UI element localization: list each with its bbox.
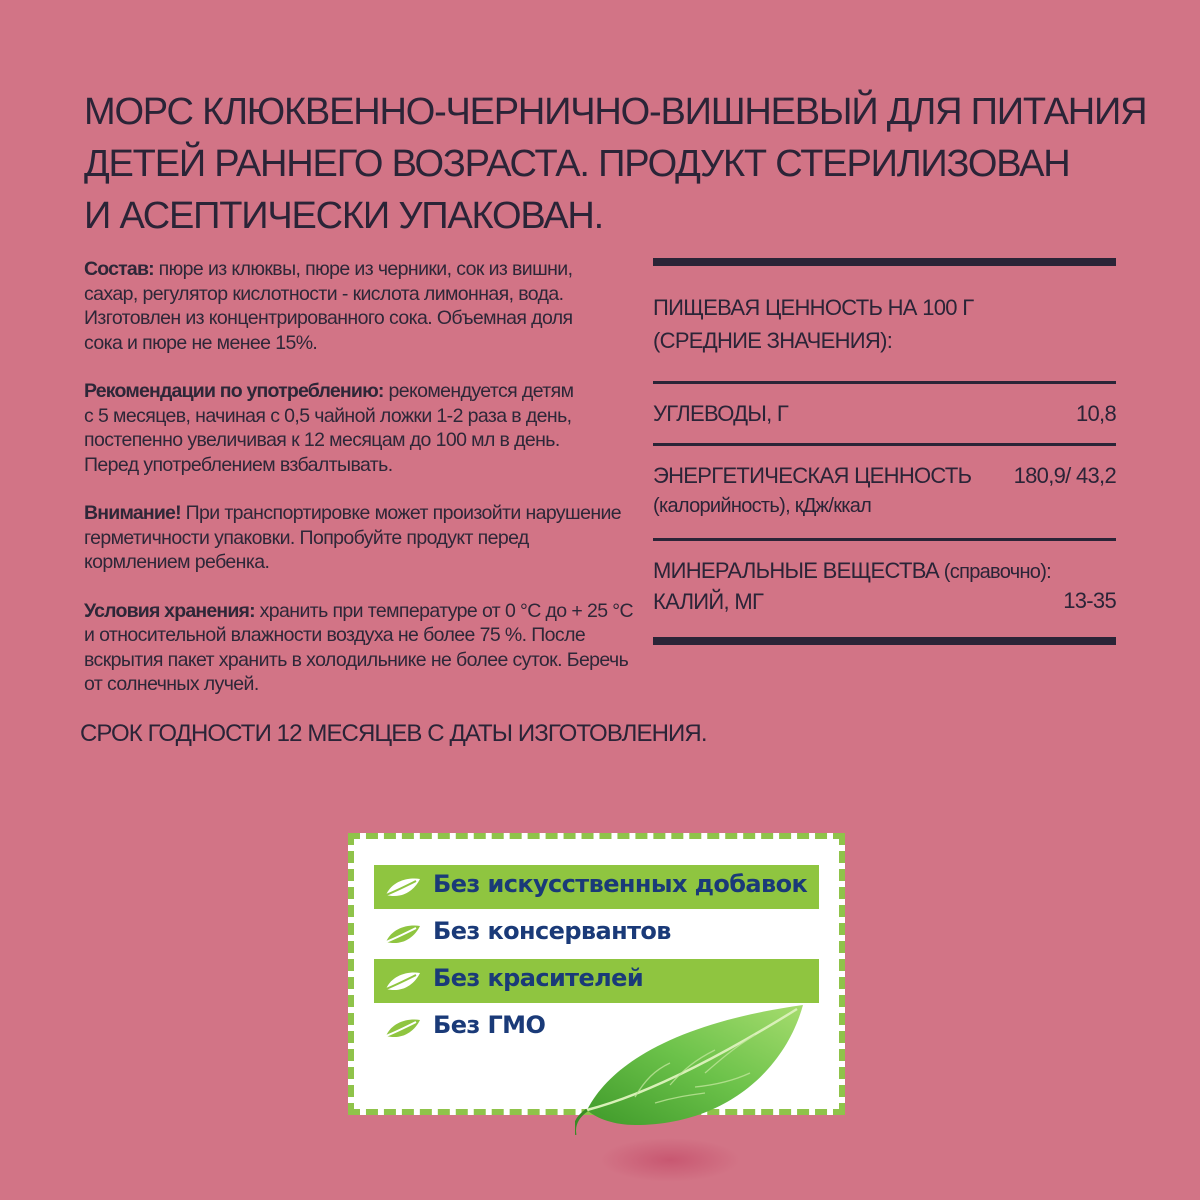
recommendations-section xyxy=(84,379,629,477)
leaf-icon xyxy=(382,920,422,950)
nutrition-table xyxy=(653,258,1116,645)
storage-label: Условия хранения: xyxy=(84,599,255,622)
title-line: И АСЕПТИЧЕСКИ УПАКОВАН. xyxy=(84,195,604,237)
nutrition-header xyxy=(653,266,1116,381)
nutrition-header-line: ПИЩЕВАЯ ЦЕННОСТЬ НА 100 Г xyxy=(653,295,974,320)
composition-text: пюре из клюквы, пюре из черники, сок из вишни, xyxy=(153,258,573,280)
potassium-label: КАЛИЙ, МГ xyxy=(653,589,764,614)
carbs-value: 10,8 xyxy=(1075,401,1116,426)
composition-text: сока и пюре не менее 15%. xyxy=(84,331,318,354)
energy-sublabel: (калорийность), кДж/ккал xyxy=(653,495,872,517)
recommendations-label: Рекомендации по употреблению: xyxy=(84,380,384,402)
title-line: МОРС КЛЮКВЕННО-ЧЕРНИЧНО-ВИШНЕВЫЙ ДЛЯ ПИТАНИЯ xyxy=(84,91,1147,133)
nutrition-row-minerals xyxy=(653,541,1116,637)
energy-value: 180,9/ 43,2 xyxy=(1013,463,1116,488)
warning-text: кормлением ребенка. xyxy=(84,551,270,573)
leaf-icon xyxy=(382,1014,422,1044)
divider xyxy=(653,637,1116,645)
storage-section xyxy=(84,599,633,697)
leaf-icon xyxy=(382,967,422,997)
minerals-label: МИНЕРАЛЬНЫЕ ВЕЩЕСТВА xyxy=(653,558,939,583)
recommendations-text: рекомендуется детям xyxy=(383,380,574,402)
divider xyxy=(653,258,1116,266)
storage-text: хранить при температуре от 0 °С до + 25 °С xyxy=(254,599,633,622)
composition-text: Изготовлен из концентрированного сока. Объемная доля xyxy=(84,307,573,329)
claim-text: Без консервантов xyxy=(433,917,671,945)
warning-section xyxy=(84,501,629,575)
claim-item xyxy=(374,865,819,909)
storage-text: вскрытия пакет хранить в холодильнике не более суток. Беречь xyxy=(84,648,629,671)
leaf-icon xyxy=(382,873,422,903)
nutrition-row-energy xyxy=(653,446,1116,538)
potassium-value: 13-35 xyxy=(1063,588,1116,613)
product-info xyxy=(84,257,633,721)
recommendations-text: Перед употреблением взбалтывать. xyxy=(84,453,393,476)
leaf-illustration xyxy=(575,985,810,1185)
warning-text: герметичности упаковки. Попробуйте продукт перед xyxy=(84,526,529,549)
composition-text: сахар, регулятор кислотности - кислота лимонная, вода. xyxy=(84,282,564,305)
claim-text: Без ГМО xyxy=(433,1011,546,1039)
nutrition-row-carbs xyxy=(653,384,1116,443)
storage-text: и относительной влажности воздуха не более 75 %. После xyxy=(84,624,586,646)
composition-section xyxy=(84,257,629,355)
title-line: ДЕТЕЙ РАННЕГО ВОЗРАСТА. ПРОДУКТ СТЕРИЛИЗОВАН xyxy=(84,143,1070,185)
warning-text: При транспортировке может произойти нарушение xyxy=(180,502,622,524)
recommendations-text: с 5 месяцев, начиная с 0,5 чайной ложки 1-2 раза в день, xyxy=(84,404,572,427)
composition-label: Состав: xyxy=(84,258,154,280)
carbs-label: УГЛЕВОДЫ, Г xyxy=(653,401,789,426)
claim-item xyxy=(374,912,819,956)
claim-text: Без искусственных добавок xyxy=(433,870,808,898)
minerals-note: (справочно): xyxy=(938,561,1052,583)
warning-label: Внимание! xyxy=(84,502,181,524)
nutrition-header-line: (СРЕДНИЕ ЗНАЧЕНИЯ): xyxy=(653,328,893,353)
storage-text: от солнечных лучей. xyxy=(84,673,259,695)
product-title xyxy=(84,86,1147,242)
energy-label: ЭНЕРГЕТИЧЕСКАЯ ЦЕННОСТЬ xyxy=(653,463,972,488)
shelf-life-text: СРОК ГОДНОСТИ 12 МЕСЯЦЕВ С ДАТЫ ИЗГОТОВЛЕНИЯ. xyxy=(80,720,707,747)
claim-text: Без красителей xyxy=(433,964,644,992)
recommendations-text: постепенно увеличивая к 12 месяцам до 100 мл в день. xyxy=(84,429,560,451)
